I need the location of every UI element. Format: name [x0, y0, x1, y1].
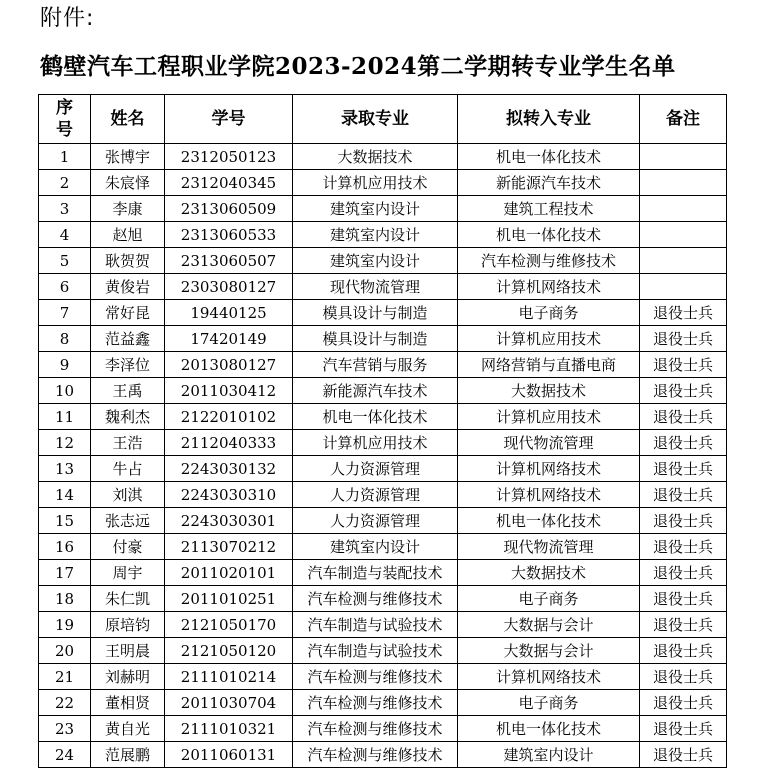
cell-admitted-major: 汽车检测与维修技术 [293, 690, 458, 716]
cell-name: 耿贺贺 [91, 248, 165, 274]
cell-seq: 4 [39, 222, 91, 248]
cell-seq: 1 [39, 144, 91, 170]
cell-target-major: 现代物流管理 [458, 534, 640, 560]
cell-admitted-major: 机电一体化技术 [293, 404, 458, 430]
cell-name: 范展鹏 [91, 742, 165, 768]
cell-remark [640, 144, 727, 170]
cell-admitted-major: 人力资源管理 [293, 508, 458, 534]
table-row [39, 612, 727, 638]
cell-target-major: 汽车检测与维修技术 [458, 248, 640, 274]
header-seq-line1: 序 [56, 98, 73, 118]
cell-remark: 退役士兵 [640, 638, 727, 664]
table-row [39, 248, 727, 274]
header-seq [39, 95, 91, 144]
cell-target-major: 机电一体化技术 [458, 508, 640, 534]
cell-admitted-major: 人力资源管理 [293, 456, 458, 482]
table-row [39, 690, 727, 716]
table-row [39, 352, 727, 378]
cell-name: 张志远 [91, 508, 165, 534]
cell-target-major: 现代物流管理 [458, 430, 640, 456]
cell-student-id: 2013080127 [165, 352, 293, 378]
cell-remark: 退役士兵 [640, 430, 727, 456]
cell-student-id: 2011020101 [165, 560, 293, 586]
cell-student-id: 2313060509 [165, 196, 293, 222]
cell-name: 张博宇 [91, 144, 165, 170]
cell-seq: 13 [39, 456, 91, 482]
cell-name: 原培钧 [91, 612, 165, 638]
cell-seq: 14 [39, 482, 91, 508]
cell-student-id: 2243030132 [165, 456, 293, 482]
cell-remark [640, 274, 727, 300]
cell-seq: 23 [39, 716, 91, 742]
cell-target-major: 计算机网络技术 [458, 274, 640, 300]
cell-target-major: 计算机网络技术 [458, 664, 640, 690]
cell-admitted-major: 现代物流管理 [293, 274, 458, 300]
table-row [39, 534, 727, 560]
cell-seq: 19 [39, 612, 91, 638]
cell-target-major: 电子商务 [458, 586, 640, 612]
cell-remark: 退役士兵 [640, 352, 727, 378]
cell-student-id: 2011010251 [165, 586, 293, 612]
cell-seq: 21 [39, 664, 91, 690]
cell-name: 董相贤 [91, 690, 165, 716]
table-row [39, 482, 727, 508]
table-row [39, 716, 727, 742]
cell-name: 王明晨 [91, 638, 165, 664]
cell-admitted-major: 汽车营销与服务 [293, 352, 458, 378]
cell-seq: 18 [39, 586, 91, 612]
table-row [39, 560, 727, 586]
cell-remark [640, 196, 727, 222]
cell-remark: 退役士兵 [640, 508, 727, 534]
cell-seq: 3 [39, 196, 91, 222]
table-row [39, 196, 727, 222]
cell-admitted-major: 模具设计与制造 [293, 326, 458, 352]
cell-admitted-major: 汽车检测与维修技术 [293, 586, 458, 612]
cell-admitted-major: 人力资源管理 [293, 482, 458, 508]
cell-remark [640, 222, 727, 248]
cell-admitted-major: 汽车制造与试验技术 [293, 612, 458, 638]
cell-remark: 退役士兵 [640, 404, 727, 430]
cell-seq: 22 [39, 690, 91, 716]
cell-admitted-major: 汽车制造与试验技术 [293, 638, 458, 664]
cell-target-major: 建筑室内设计 [458, 742, 640, 768]
header-remark: 备注 [640, 95, 727, 144]
cell-student-id: 2112040333 [165, 430, 293, 456]
cell-seq: 10 [39, 378, 91, 404]
cell-student-id: 2312040345 [165, 170, 293, 196]
cell-name: 朱宸怿 [91, 170, 165, 196]
cell-remark: 退役士兵 [640, 742, 727, 768]
cell-target-major: 计算机网络技术 [458, 456, 640, 482]
cell-remark: 退役士兵 [640, 690, 727, 716]
transfer-students-table [38, 94, 727, 768]
cell-remark: 退役士兵 [640, 716, 727, 742]
table-row [39, 742, 727, 768]
cell-name: 魏利杰 [91, 404, 165, 430]
table-row [39, 638, 727, 664]
cell-seq: 24 [39, 742, 91, 768]
cell-name: 刘赫明 [91, 664, 165, 690]
cell-target-major: 建筑工程技术 [458, 196, 640, 222]
cell-student-id: 2121050120 [165, 638, 293, 664]
table-row [39, 664, 727, 690]
cell-target-major: 计算机应用技术 [458, 326, 640, 352]
cell-target-major: 大数据技术 [458, 378, 640, 404]
cell-name: 常好昆 [91, 300, 165, 326]
cell-student-id: 2111010214 [165, 664, 293, 690]
table-row [39, 326, 727, 352]
cell-name: 赵旭 [91, 222, 165, 248]
cell-name: 李康 [91, 196, 165, 222]
cell-name: 黄自光 [91, 716, 165, 742]
cell-student-id: 2243030301 [165, 508, 293, 534]
cell-student-id: 2113070212 [165, 534, 293, 560]
cell-remark: 退役士兵 [640, 482, 727, 508]
cell-target-major: 电子商务 [458, 690, 640, 716]
cell-seq: 2 [39, 170, 91, 196]
cell-admitted-major: 建筑室内设计 [293, 534, 458, 560]
cell-admitted-major: 计算机应用技术 [293, 170, 458, 196]
cell-name: 王浩 [91, 430, 165, 456]
cell-student-id: 2011030704 [165, 690, 293, 716]
header-student-id: 学号 [165, 95, 293, 144]
cell-target-major: 新能源汽车技术 [458, 170, 640, 196]
cell-admitted-major: 大数据技术 [293, 144, 458, 170]
cell-name: 付豪 [91, 534, 165, 560]
cell-student-id: 2303080127 [165, 274, 293, 300]
attachment-label: 附件: [40, 6, 95, 31]
header-name: 姓名 [91, 95, 165, 144]
table-row [39, 144, 727, 170]
cell-admitted-major: 汽车检测与维修技术 [293, 664, 458, 690]
cell-admitted-major: 建筑室内设计 [293, 196, 458, 222]
table-row [39, 300, 727, 326]
cell-remark: 退役士兵 [640, 300, 727, 326]
cell-remark: 退役士兵 [640, 378, 727, 404]
table-header-row [39, 95, 727, 144]
table-row [39, 586, 727, 612]
cell-admitted-major: 建筑室内设计 [293, 248, 458, 274]
cell-seq: 11 [39, 404, 91, 430]
cell-student-id: 2313060507 [165, 248, 293, 274]
cell-remark: 退役士兵 [640, 326, 727, 352]
cell-admitted-major: 新能源汽车技术 [293, 378, 458, 404]
cell-seq: 6 [39, 274, 91, 300]
cell-target-major: 大数据与会计 [458, 612, 640, 638]
cell-name: 范益鑫 [91, 326, 165, 352]
cell-seq: 15 [39, 508, 91, 534]
cell-student-id: 2313060533 [165, 222, 293, 248]
cell-target-major: 大数据与会计 [458, 638, 640, 664]
document-title: 鹤壁汽车工程职业学院2023-2024第二学期转专业学生名单 [40, 53, 676, 80]
cell-name: 王禹 [91, 378, 165, 404]
header-seq-line2: 号 [56, 120, 73, 140]
cell-target-major: 机电一体化技术 [458, 144, 640, 170]
cell-name: 李泽位 [91, 352, 165, 378]
cell-remark: 退役士兵 [640, 560, 727, 586]
cell-target-major: 机电一体化技术 [458, 716, 640, 742]
cell-student-id: 2011060131 [165, 742, 293, 768]
table-row [39, 430, 727, 456]
cell-seq: 9 [39, 352, 91, 378]
cell-target-major: 计算机网络技术 [458, 482, 640, 508]
cell-name: 黄俊岩 [91, 274, 165, 300]
cell-admitted-major: 建筑室内设计 [293, 222, 458, 248]
cell-student-id: 2111010321 [165, 716, 293, 742]
cell-student-id: 2243030310 [165, 482, 293, 508]
table-row [39, 222, 727, 248]
cell-admitted-major: 汽车制造与装配技术 [293, 560, 458, 586]
cell-remark: 退役士兵 [640, 664, 727, 690]
cell-student-id: 17420149 [165, 326, 293, 352]
cell-remark [640, 170, 727, 196]
cell-remark: 退役士兵 [640, 456, 727, 482]
header-target-major: 拟转入专业 [458, 95, 640, 144]
cell-seq: 17 [39, 560, 91, 586]
table-row [39, 170, 727, 196]
cell-seq: 7 [39, 300, 91, 326]
cell-student-id: 2122010102 [165, 404, 293, 430]
cell-seq: 8 [39, 326, 91, 352]
cell-remark: 退役士兵 [640, 534, 727, 560]
table-row [39, 404, 727, 430]
table-row [39, 378, 727, 404]
header-admitted-major: 录取专业 [293, 95, 458, 144]
cell-student-id: 2121050170 [165, 612, 293, 638]
table-row [39, 508, 727, 534]
cell-name: 朱仁凯 [91, 586, 165, 612]
cell-name: 刘淇 [91, 482, 165, 508]
cell-admitted-major: 计算机应用技术 [293, 430, 458, 456]
cell-target-major: 计算机应用技术 [458, 404, 640, 430]
cell-target-major: 网络营销与直播电商 [458, 352, 640, 378]
cell-student-id: 2312050123 [165, 144, 293, 170]
cell-admitted-major: 模具设计与制造 [293, 300, 458, 326]
cell-target-major: 大数据技术 [458, 560, 640, 586]
cell-name: 牛占 [91, 456, 165, 482]
cell-student-id: 19440125 [165, 300, 293, 326]
cell-student-id: 2011030412 [165, 378, 293, 404]
table-row [39, 456, 727, 482]
cell-remark [640, 248, 727, 274]
cell-target-major: 机电一体化技术 [458, 222, 640, 248]
table-body [39, 144, 727, 768]
cell-seq: 16 [39, 534, 91, 560]
cell-target-major: 电子商务 [458, 300, 640, 326]
cell-seq: 20 [39, 638, 91, 664]
table-row [39, 274, 727, 300]
cell-name: 周宇 [91, 560, 165, 586]
cell-remark: 退役士兵 [640, 612, 727, 638]
cell-seq: 5 [39, 248, 91, 274]
cell-remark: 退役士兵 [640, 586, 727, 612]
cell-seq: 12 [39, 430, 91, 456]
cell-admitted-major: 汽车检测与维修技术 [293, 742, 458, 768]
cell-admitted-major: 汽车检测与维修技术 [293, 716, 458, 742]
